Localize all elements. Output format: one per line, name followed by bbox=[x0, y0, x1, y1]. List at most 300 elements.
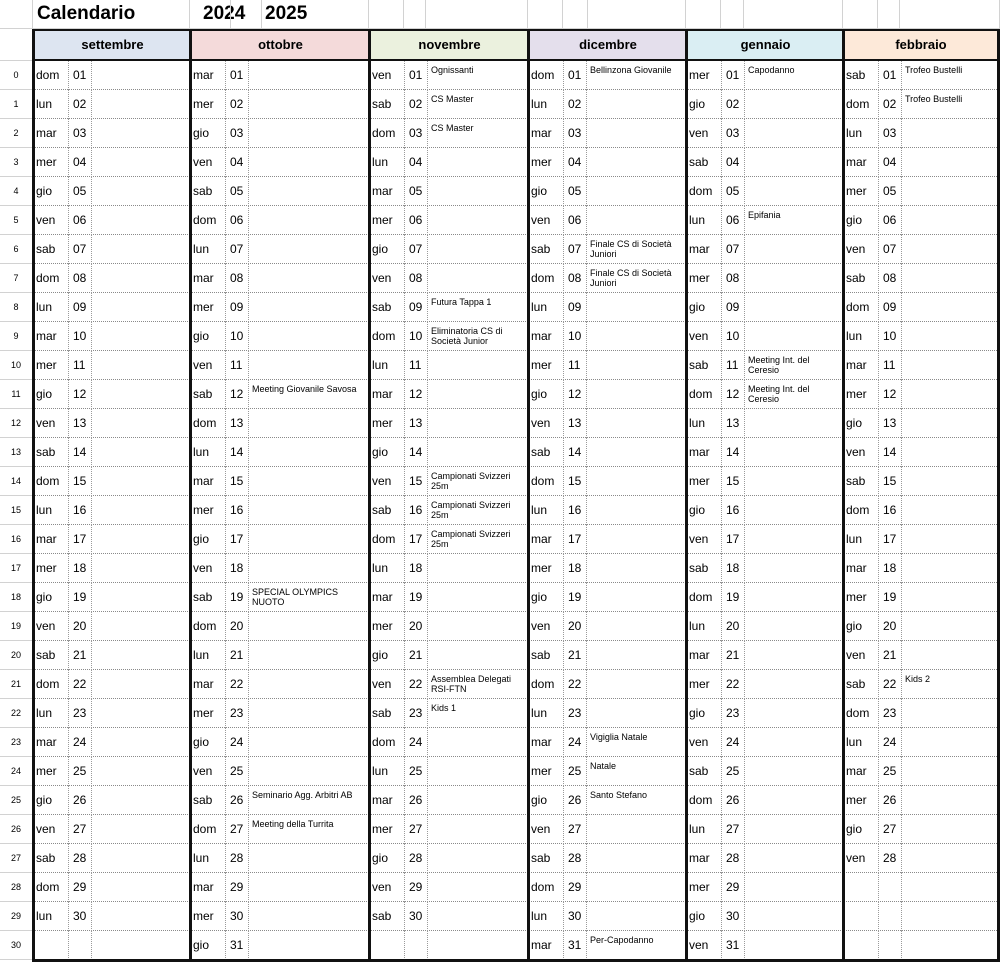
event-cell bbox=[248, 902, 369, 931]
weekday-cell: lun bbox=[193, 851, 210, 865]
weekday-cell: mer bbox=[846, 590, 867, 604]
day-number-cell: 01 bbox=[404, 61, 427, 90]
day-number-cell: 11 bbox=[68, 351, 91, 380]
weekday-cell: lun bbox=[372, 764, 389, 778]
weekday-cell: lun bbox=[193, 445, 210, 459]
weekday-cell: sab bbox=[372, 503, 392, 517]
event-cell bbox=[91, 409, 190, 438]
event-cell bbox=[248, 931, 369, 960]
event-cell: CS Master bbox=[427, 90, 528, 119]
day-number-cell: 20 bbox=[721, 612, 744, 641]
day-number-cell: 17 bbox=[404, 525, 427, 554]
weekday-cell: mer bbox=[372, 416, 393, 430]
day-number-cell: 06 bbox=[68, 206, 91, 235]
event-cell bbox=[744, 496, 843, 525]
weekday-cell: gio bbox=[846, 619, 863, 633]
row-number: 18 bbox=[0, 583, 33, 612]
day-number-cell: 12 bbox=[225, 380, 248, 409]
day-number-cell: 14 bbox=[721, 438, 744, 467]
day-number-cell: 19 bbox=[878, 583, 901, 612]
weekday-cell: ven bbox=[372, 880, 392, 894]
event-cell: Campionati Svizzeri 25m bbox=[427, 496, 528, 525]
day-number-cell: 06 bbox=[563, 206, 586, 235]
day-number-cell: 26 bbox=[68, 786, 91, 815]
day-number-cell: 27 bbox=[878, 815, 901, 844]
weekday-cell: lun bbox=[846, 329, 863, 343]
event-cell bbox=[586, 322, 686, 351]
day-number-cell: 16 bbox=[878, 496, 901, 525]
event-cell: Per-Capodanno bbox=[586, 931, 686, 960]
weekday-cell: lun bbox=[531, 97, 548, 111]
row-number: 28 bbox=[0, 873, 33, 902]
event-cell bbox=[901, 699, 997, 728]
event-cell bbox=[427, 438, 528, 467]
day-number-cell: 09 bbox=[721, 293, 744, 322]
event-cell bbox=[248, 322, 369, 351]
event-cell bbox=[427, 380, 528, 409]
weekday-cell: mar bbox=[689, 648, 710, 662]
weekday-cell: mar bbox=[372, 793, 393, 807]
day-number-cell: 11 bbox=[721, 351, 744, 380]
day-number-cell: 13 bbox=[404, 409, 427, 438]
weekday-cell: mer bbox=[689, 68, 710, 82]
weekday-cell: dom bbox=[531, 677, 555, 691]
header-grid-cell bbox=[426, 0, 528, 29]
day-number-cell: 31 bbox=[721, 931, 744, 960]
weekday-cell: dom bbox=[372, 329, 396, 343]
day-number-cell: 27 bbox=[563, 815, 586, 844]
weekday-cell: mer bbox=[846, 184, 867, 198]
event-cell bbox=[91, 844, 190, 873]
day-number-cell: 28 bbox=[563, 844, 586, 873]
weekday-cell: ven bbox=[193, 764, 213, 778]
day-number-cell: 12 bbox=[404, 380, 427, 409]
weekday-cell: mar bbox=[372, 590, 393, 604]
weekday-cell: ven bbox=[372, 474, 392, 488]
event-cell bbox=[248, 612, 369, 641]
day-number-cell: 03 bbox=[721, 119, 744, 148]
day-number-cell: 20 bbox=[68, 612, 91, 641]
day-number-cell bbox=[878, 873, 901, 902]
day-number-cell: 23 bbox=[404, 699, 427, 728]
event-cell bbox=[91, 119, 190, 148]
weekday-cell: gio bbox=[531, 793, 548, 807]
header-grid-cell bbox=[190, 0, 231, 29]
event-cell: Campionati Svizzeri 25m bbox=[427, 525, 528, 554]
weekday-cell: ven bbox=[689, 735, 709, 749]
day-number-cell: 26 bbox=[721, 786, 744, 815]
weekday-cell: dom bbox=[36, 474, 60, 488]
event-cell bbox=[744, 641, 843, 670]
weekday-cell: mer bbox=[193, 300, 214, 314]
weekday-cell: sab bbox=[372, 97, 392, 111]
event-cell: Futura Tappa 1 bbox=[427, 293, 528, 322]
event-cell bbox=[901, 902, 997, 931]
weekday-cell: mar bbox=[846, 764, 867, 778]
day-number-cell: 18 bbox=[563, 554, 586, 583]
event-cell bbox=[744, 322, 843, 351]
weekday-cell: ven bbox=[846, 648, 866, 662]
weekday-cell: ven bbox=[36, 619, 56, 633]
day-number-cell: 24 bbox=[563, 728, 586, 757]
weekday-cell: gio bbox=[689, 97, 706, 111]
event-cell bbox=[586, 902, 686, 931]
event-cell: Ognissanti bbox=[427, 61, 528, 90]
event-cell: Kids 2 bbox=[901, 670, 997, 699]
day-number-cell: 02 bbox=[721, 90, 744, 119]
event-cell bbox=[744, 409, 843, 438]
event-cell bbox=[427, 148, 528, 177]
day-number-cell: 09 bbox=[225, 293, 248, 322]
day-number-cell: 07 bbox=[721, 235, 744, 264]
weekday-cell: sab bbox=[689, 155, 709, 169]
weekday-cell: dom bbox=[193, 213, 217, 227]
event-cell bbox=[91, 235, 190, 264]
day-number-cell: 23 bbox=[721, 699, 744, 728]
day-number-cell: 10 bbox=[225, 322, 248, 351]
weekday-cell: lun bbox=[36, 300, 53, 314]
weekday-cell: lun bbox=[531, 503, 548, 517]
day-number-cell: 06 bbox=[404, 206, 427, 235]
header-grid-cell bbox=[588, 0, 686, 29]
weekday-cell: dom bbox=[531, 271, 555, 285]
day-number-cell: 05 bbox=[68, 177, 91, 206]
weekday-cell: dom bbox=[846, 97, 870, 111]
event-cell bbox=[901, 583, 997, 612]
day-number-cell: 03 bbox=[68, 119, 91, 148]
event-cell bbox=[427, 902, 528, 931]
weekday-cell: ven bbox=[193, 561, 213, 575]
day-number-cell: 14 bbox=[68, 438, 91, 467]
weekday-cell: ven bbox=[36, 213, 56, 227]
event-cell bbox=[586, 583, 686, 612]
day-number-cell: 27 bbox=[68, 815, 91, 844]
event-cell bbox=[427, 641, 528, 670]
weekday-cell: lun bbox=[689, 822, 706, 836]
day-number-cell: 15 bbox=[225, 467, 248, 496]
day-number-cell: 16 bbox=[721, 496, 744, 525]
weekday-cell: mar bbox=[193, 677, 214, 691]
event-cell bbox=[586, 525, 686, 554]
header-grid-cell bbox=[843, 0, 878, 29]
weekday-cell: mar bbox=[531, 126, 552, 140]
day-number-cell: 30 bbox=[68, 902, 91, 931]
weekday-cell: gio bbox=[36, 793, 53, 807]
weekday-cell: ven bbox=[531, 416, 551, 430]
weekday-cell: dom bbox=[193, 619, 217, 633]
weekday-cell: lun bbox=[372, 155, 389, 169]
day-number-cell: 22 bbox=[563, 670, 586, 699]
weekday-cell: dom bbox=[846, 706, 870, 720]
weekday-cell: mer bbox=[846, 387, 867, 401]
event-cell bbox=[427, 583, 528, 612]
weekday-cell: mar bbox=[372, 387, 393, 401]
weekday-cell: gio bbox=[193, 126, 210, 140]
weekday-cell: mer bbox=[531, 155, 552, 169]
event-cell bbox=[586, 873, 686, 902]
event-cell bbox=[248, 728, 369, 757]
day-number-cell: 26 bbox=[225, 786, 248, 815]
weekday-cell: mer bbox=[689, 677, 710, 691]
event-cell bbox=[586, 670, 686, 699]
weekday-cell: ven bbox=[846, 242, 866, 256]
event-cell bbox=[427, 844, 528, 873]
day-number-cell: 05 bbox=[404, 177, 427, 206]
day-number-cell: 19 bbox=[225, 583, 248, 612]
event-cell bbox=[744, 177, 843, 206]
day-number-cell: 18 bbox=[404, 554, 427, 583]
weekday-cell: mer bbox=[36, 358, 57, 372]
weekday-cell: gio bbox=[846, 213, 863, 227]
weekday-cell: dom bbox=[372, 126, 396, 140]
weekday-cell: dom bbox=[36, 271, 60, 285]
day-number-cell: 24 bbox=[721, 728, 744, 757]
day-number-cell: 25 bbox=[878, 757, 901, 786]
weekday-cell: lun bbox=[36, 706, 53, 720]
day-number-cell: 22 bbox=[721, 670, 744, 699]
weekday-cell: gio bbox=[36, 590, 53, 604]
day-number-cell: 02 bbox=[563, 90, 586, 119]
event-cell: Assemblea Delegati RSI-FTN bbox=[427, 670, 528, 699]
event-cell bbox=[744, 554, 843, 583]
event-cell bbox=[248, 177, 369, 206]
day-number-cell: 04 bbox=[721, 148, 744, 177]
event-cell bbox=[744, 699, 843, 728]
day-number-cell: 03 bbox=[404, 119, 427, 148]
day-number-cell: 10 bbox=[68, 322, 91, 351]
weekday-cell: mer bbox=[689, 271, 710, 285]
event-cell bbox=[586, 380, 686, 409]
day-number-cell: 26 bbox=[404, 786, 427, 815]
month-divider bbox=[189, 29, 192, 961]
weekday-cell: sab bbox=[36, 242, 56, 256]
event-cell bbox=[248, 264, 369, 293]
weekday-cell: sab bbox=[846, 474, 866, 488]
event-cell bbox=[586, 496, 686, 525]
day-number-cell: 13 bbox=[563, 409, 586, 438]
weekday-cell: lun bbox=[689, 619, 706, 633]
day-number-cell: 08 bbox=[404, 264, 427, 293]
day-number-cell: 21 bbox=[721, 641, 744, 670]
weekday-cell: mar bbox=[36, 329, 57, 343]
weekday-cell: dom bbox=[193, 416, 217, 430]
day-number-cell: 06 bbox=[721, 206, 744, 235]
day-number-cell: 18 bbox=[721, 554, 744, 583]
event-cell bbox=[901, 264, 997, 293]
event-cell bbox=[91, 902, 190, 931]
day-number-cell: 15 bbox=[878, 467, 901, 496]
day-number-cell: 07 bbox=[68, 235, 91, 264]
weekday-cell: sab bbox=[372, 706, 392, 720]
weekday-cell: gio bbox=[531, 590, 548, 604]
event-cell bbox=[91, 815, 190, 844]
day-number-cell: 29 bbox=[721, 873, 744, 902]
weekday-cell: sab bbox=[689, 358, 709, 372]
event-cell bbox=[901, 467, 997, 496]
day-number-cell: 19 bbox=[721, 583, 744, 612]
day-number-cell: 06 bbox=[225, 206, 248, 235]
event-cell bbox=[91, 322, 190, 351]
weekday-cell: ven bbox=[689, 532, 709, 546]
weekday-cell: mer bbox=[372, 619, 393, 633]
weekday-cell: ven bbox=[531, 619, 551, 633]
event-cell bbox=[91, 206, 190, 235]
day-number-cell: 29 bbox=[225, 873, 248, 902]
event-cell bbox=[248, 844, 369, 873]
weekday-cell: dom bbox=[36, 880, 60, 894]
month-header-febbraio: febbraio bbox=[843, 29, 999, 61]
day-number-cell: 30 bbox=[404, 902, 427, 931]
event-cell: SPECIAL OLYMPICS NUOTO bbox=[248, 583, 369, 612]
event-cell bbox=[744, 612, 843, 641]
event-cell bbox=[744, 264, 843, 293]
row-number: 4 bbox=[0, 177, 33, 206]
weekday-cell: mer bbox=[193, 909, 214, 923]
weekday-cell: lun bbox=[372, 561, 389, 575]
day-number-cell: 30 bbox=[721, 902, 744, 931]
day-number-cell: 21 bbox=[225, 641, 248, 670]
row-number: 1 bbox=[0, 90, 33, 119]
day-number-cell: 02 bbox=[68, 90, 91, 119]
weekday-cell: mer bbox=[689, 474, 710, 488]
header-grid-cell bbox=[231, 0, 262, 29]
event-cell bbox=[91, 583, 190, 612]
weekday-cell: mar bbox=[531, 329, 552, 343]
event-cell bbox=[744, 757, 843, 786]
day-number-cell: 14 bbox=[878, 438, 901, 467]
weekday-cell: gio bbox=[193, 329, 210, 343]
event-cell bbox=[744, 815, 843, 844]
day-number-cell: 30 bbox=[225, 902, 248, 931]
row-number: 13 bbox=[0, 438, 33, 467]
event-cell bbox=[901, 931, 997, 960]
event-cell bbox=[427, 612, 528, 641]
event-cell bbox=[901, 351, 997, 380]
weekday-cell: dom bbox=[193, 822, 217, 836]
event-cell bbox=[901, 409, 997, 438]
weekday-cell: sab bbox=[36, 851, 56, 865]
weekday-cell: dom bbox=[689, 184, 713, 198]
event-cell bbox=[91, 380, 190, 409]
day-number-cell: 18 bbox=[878, 554, 901, 583]
weekday-cell: sab bbox=[531, 445, 551, 459]
weekday-cell: gio bbox=[372, 445, 389, 459]
weekday-cell: sab bbox=[36, 445, 56, 459]
day-number-cell: 03 bbox=[225, 119, 248, 148]
weekday-cell bbox=[369, 931, 404, 960]
weekday-cell: ven bbox=[846, 851, 866, 865]
event-cell: CS Master bbox=[427, 119, 528, 148]
event-cell bbox=[91, 931, 190, 960]
event-cell bbox=[427, 409, 528, 438]
day-number-cell: 15 bbox=[721, 467, 744, 496]
row-number: 20 bbox=[0, 641, 33, 670]
event-cell bbox=[744, 467, 843, 496]
day-number-cell: 16 bbox=[68, 496, 91, 525]
weekday-cell: ven bbox=[531, 822, 551, 836]
day-number-cell: 19 bbox=[404, 583, 427, 612]
event-cell bbox=[744, 293, 843, 322]
day-number-cell: 10 bbox=[404, 322, 427, 351]
row-number: 30 bbox=[0, 931, 33, 960]
row-number: 8 bbox=[0, 293, 33, 322]
event-cell bbox=[901, 786, 997, 815]
day-number-cell: 12 bbox=[878, 380, 901, 409]
event-cell bbox=[248, 467, 369, 496]
event-cell bbox=[427, 786, 528, 815]
event-cell bbox=[586, 293, 686, 322]
event-cell bbox=[586, 467, 686, 496]
event-cell bbox=[427, 931, 528, 960]
day-number-cell: 25 bbox=[68, 757, 91, 786]
event-cell: Campionati Svizzeri 25m bbox=[427, 467, 528, 496]
event-cell bbox=[901, 380, 997, 409]
day-number-cell: 07 bbox=[878, 235, 901, 264]
weekday-cell bbox=[843, 873, 878, 902]
day-number-cell: 14 bbox=[404, 438, 427, 467]
event-cell: Santo Stefano bbox=[586, 786, 686, 815]
weekday-cell: ven bbox=[846, 445, 866, 459]
event-cell bbox=[248, 554, 369, 583]
weekday-cell: ven bbox=[689, 126, 709, 140]
weekday-cell: sab bbox=[846, 271, 866, 285]
day-number-cell: 03 bbox=[563, 119, 586, 148]
weekday-cell: lun bbox=[689, 416, 706, 430]
weekday-cell: mar bbox=[193, 271, 214, 285]
day-number-cell: 26 bbox=[878, 786, 901, 815]
day-number-cell: 04 bbox=[404, 148, 427, 177]
row-number: 11 bbox=[0, 380, 33, 409]
day-number-cell: 23 bbox=[878, 699, 901, 728]
day-number-cell: 24 bbox=[404, 728, 427, 757]
event-cell bbox=[901, 293, 997, 322]
day-number-cell: 07 bbox=[225, 235, 248, 264]
event-cell bbox=[248, 438, 369, 467]
weekday-cell: lun bbox=[689, 213, 706, 227]
weekday-cell: mer bbox=[36, 764, 57, 778]
event-cell bbox=[91, 612, 190, 641]
day-number-cell: 30 bbox=[563, 902, 586, 931]
weekday-cell: mar bbox=[193, 68, 214, 82]
event-cell bbox=[427, 351, 528, 380]
event-cell bbox=[744, 525, 843, 554]
weekday-cell: gio bbox=[846, 822, 863, 836]
day-number-cell: 16 bbox=[225, 496, 248, 525]
event-cell bbox=[248, 293, 369, 322]
day-number-cell: 28 bbox=[404, 844, 427, 873]
weekday-cell: ven bbox=[36, 416, 56, 430]
event-cell bbox=[248, 873, 369, 902]
header-grid-cell bbox=[369, 0, 404, 29]
day-number-cell: 27 bbox=[404, 815, 427, 844]
header-row-corner bbox=[0, 29, 33, 61]
month-header-novembre: novembre bbox=[369, 29, 530, 61]
row-number: 24 bbox=[0, 757, 33, 786]
event-cell bbox=[744, 148, 843, 177]
day-number-cell: 04 bbox=[225, 148, 248, 177]
weekday-cell: mar bbox=[193, 474, 214, 488]
event-cell bbox=[586, 699, 686, 728]
weekday-cell: sab bbox=[372, 909, 392, 923]
day-number-cell: 05 bbox=[878, 177, 901, 206]
day-number-cell: 12 bbox=[563, 380, 586, 409]
event-cell bbox=[901, 206, 997, 235]
day-number-cell: 28 bbox=[225, 844, 248, 873]
weekday-cell: dom bbox=[36, 68, 60, 82]
event-cell bbox=[427, 554, 528, 583]
event-cell bbox=[586, 438, 686, 467]
event-cell bbox=[586, 554, 686, 583]
